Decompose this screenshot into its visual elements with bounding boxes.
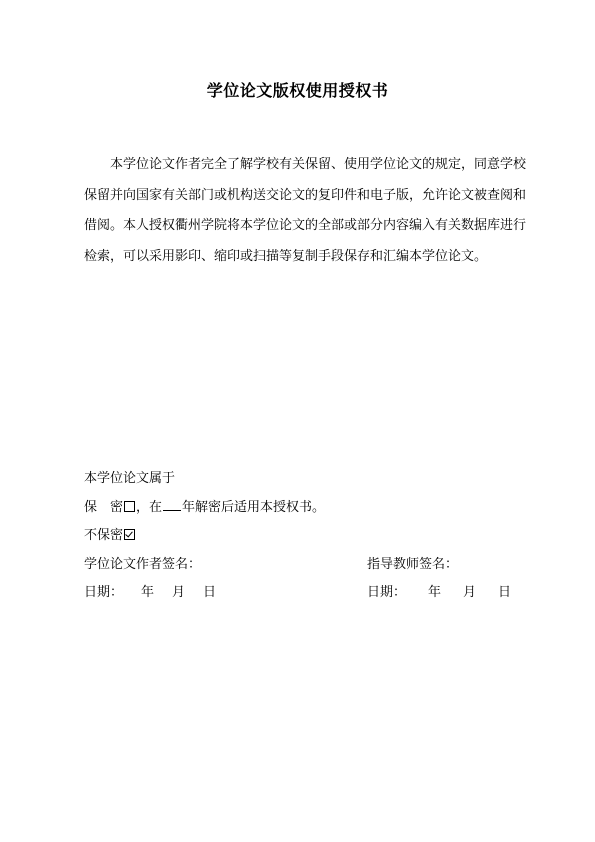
status-intro: 本学位论文属于 [84, 471, 176, 486]
signature-row [84, 551, 524, 580]
statement-line: 借阅。本人授权衢州学院将本学位论文的全部或部分内容编入有关数据库进行 [84, 218, 527, 233]
confidential-option-row [84, 494, 524, 523]
author-date [84, 585, 216, 600]
non-confidential-option-row [84, 522, 524, 551]
confidential-middle-text: ，在 [136, 499, 163, 515]
statement-line: 保留并向国家有关部门或机构送交论文的复印件和电子版，允许论文被查阅和 [84, 187, 527, 203]
statement-line: 本学位论文作者完全了解学校有关保留、使用学位论文的规定，同意学校 [84, 157, 527, 172]
statement-line: 检索，可以采用影印、缩印或扫描等复制手段保存和汇编本学位论文。 [84, 248, 488, 264]
advisor-signature-label: 指导教师签名： [367, 556, 459, 572]
date-label: 日期： [367, 585, 407, 600]
non-confidential-label: 不保密 [84, 528, 124, 543]
authorization-statement [84, 150, 527, 272]
author-signature-label: 学位论文作者签名： [84, 556, 202, 572]
date-label: 日期： [84, 585, 124, 600]
declassify-years-blank[interactable] [163, 498, 181, 511]
non-confidential-checkbox[interactable] [124, 529, 135, 540]
confidential-checkbox[interactable] [124, 501, 135, 512]
confidentiality-section [84, 465, 524, 608]
year-label: 年 [141, 585, 155, 600]
confidential-label: 保 密 [84, 499, 124, 515]
page-title: 学位论文版权使用授权书 [206, 81, 389, 100]
date-row [84, 579, 524, 608]
day-label: 日 [498, 585, 512, 600]
month-label: 月 [463, 585, 477, 600]
status-intro-row [84, 465, 524, 494]
year-label: 年 [428, 585, 442, 600]
confidential-suffix-text: 年解密后适用本授权书。 [182, 499, 326, 515]
advisor-date [367, 579, 511, 608]
day-label: 日 [203, 585, 217, 600]
month-label: 月 [172, 585, 186, 600]
